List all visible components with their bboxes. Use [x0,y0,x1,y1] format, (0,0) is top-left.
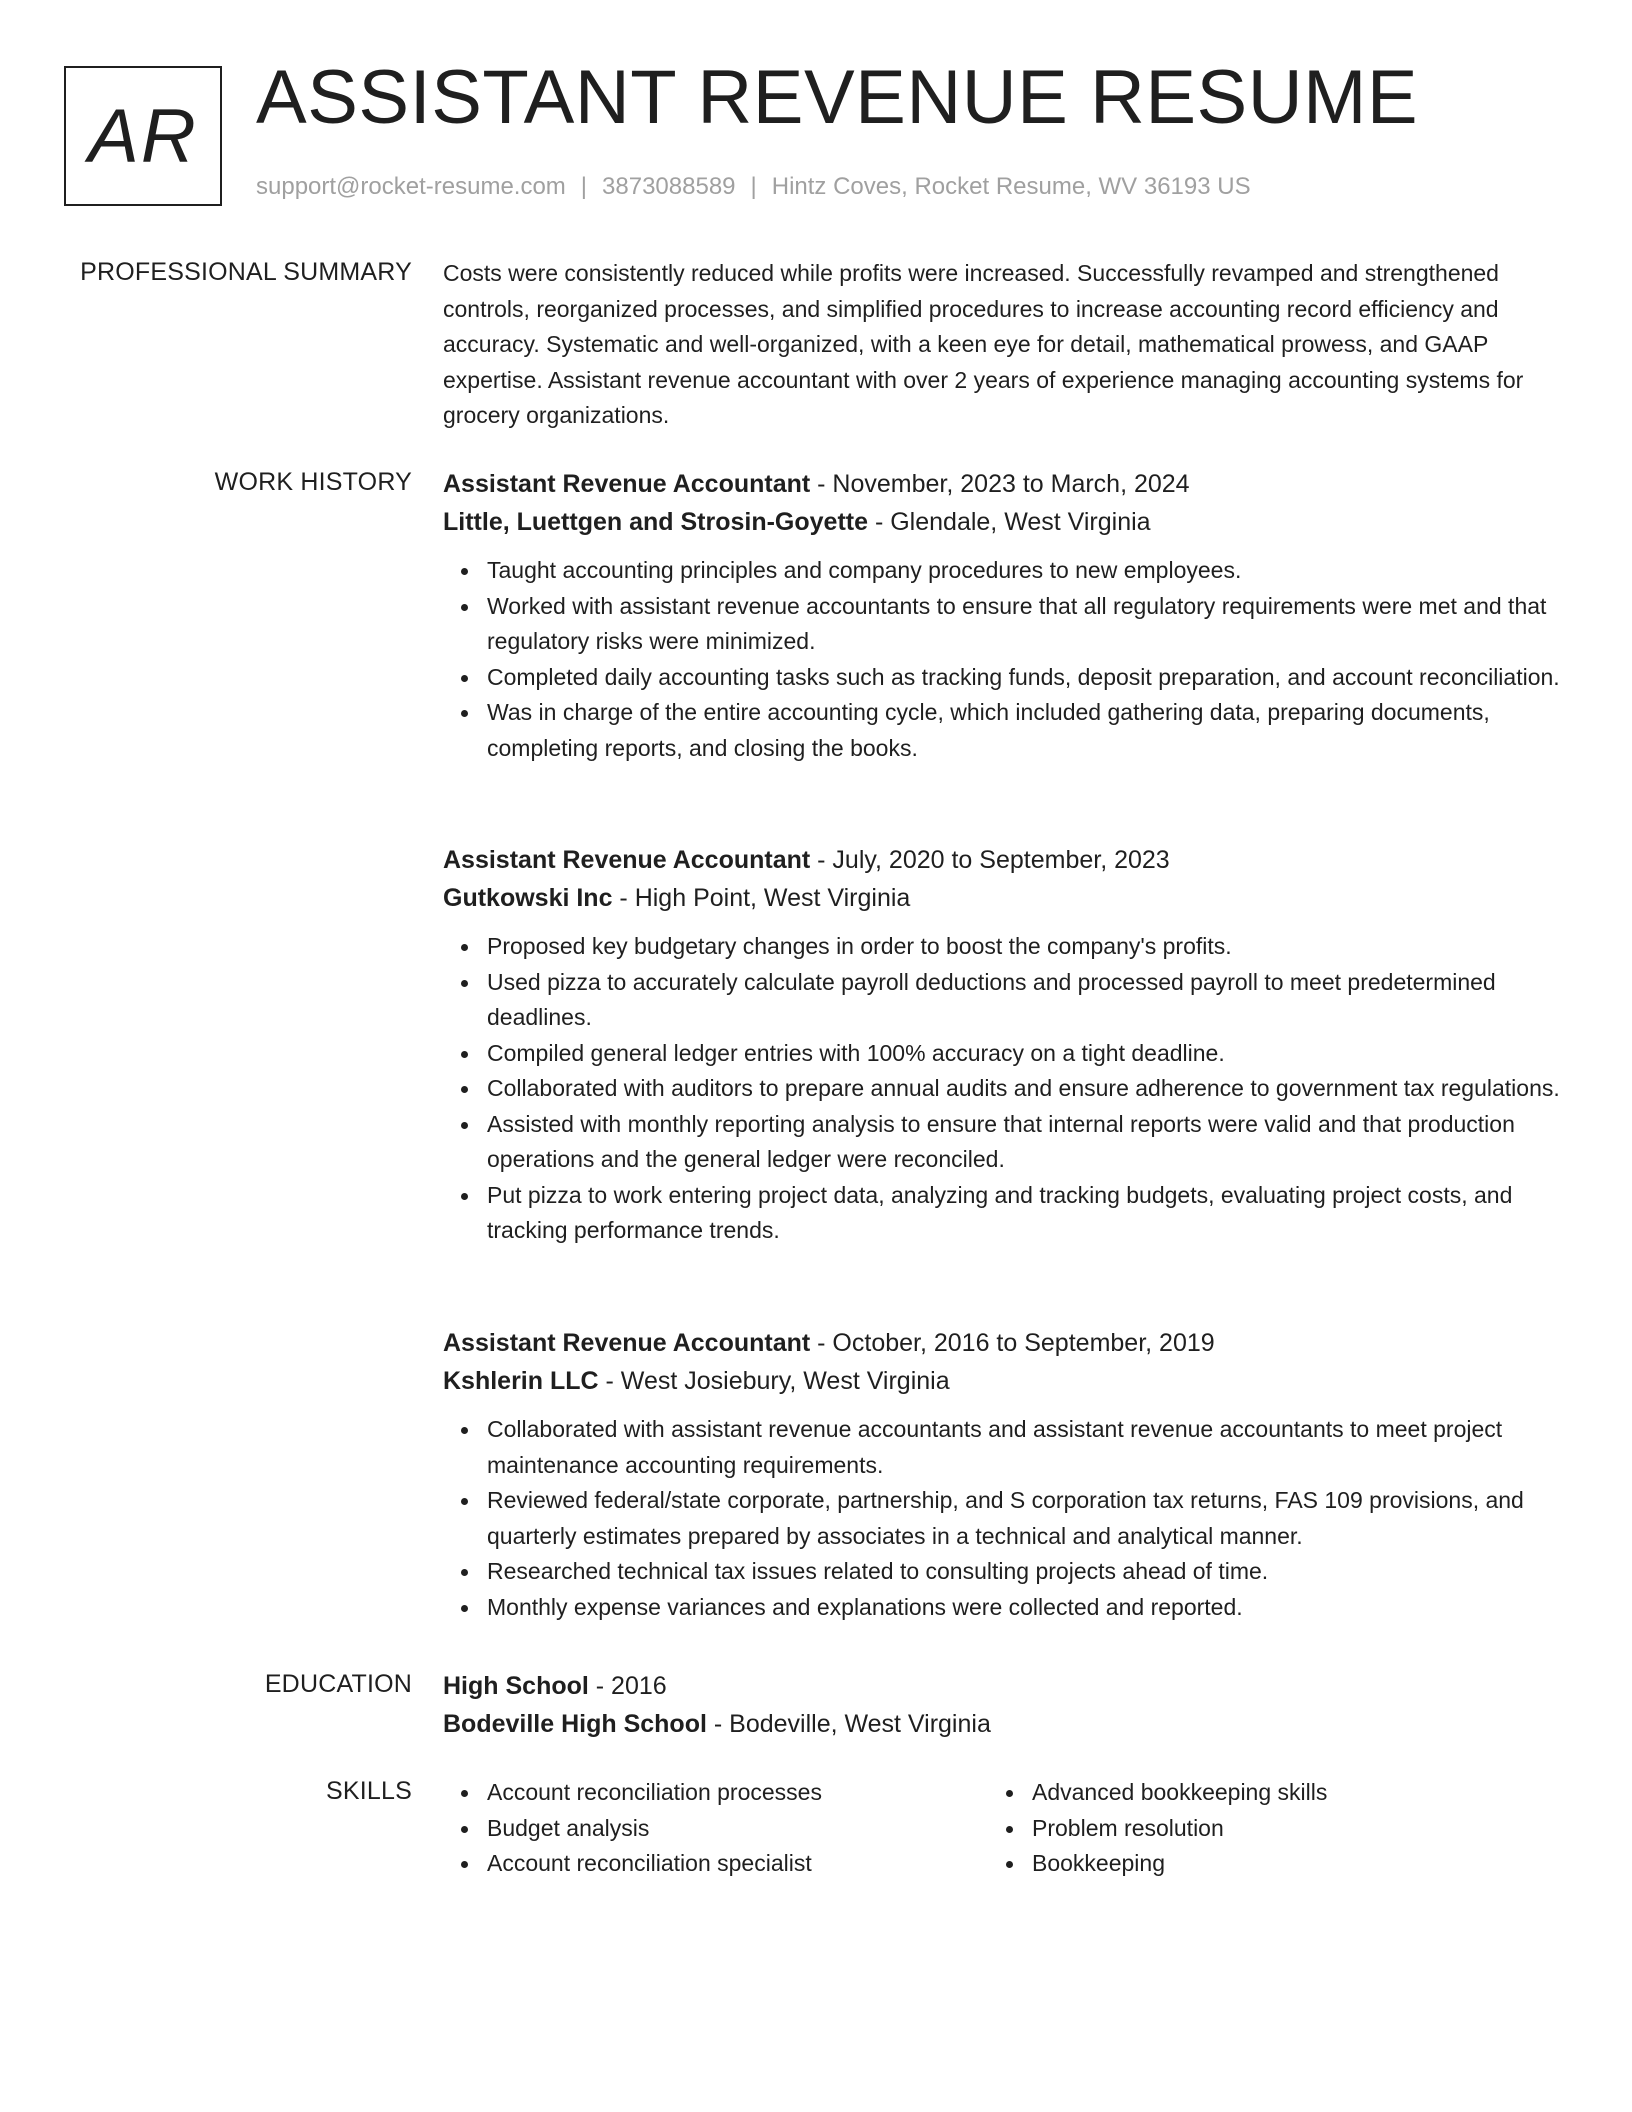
job-title: Assistant Revenue Accountant [443,470,811,498]
skill-item: Account reconciliation processes [487,1775,822,1811]
job-company-line [443,503,1563,541]
job-company: Kshlerin LLC [443,1367,599,1395]
job-title-line [443,465,1563,503]
job-bullet: Assisted with monthly reporting analysis to ensure that internal reports were valid and that production operations and the general ledger were reconciled. [487,1107,1563,1178]
education-location: - Bodeville, West Virginia [706,1710,991,1738]
job-bullet: Compiled general ledger entries with 100% accuracy on a tight deadline. [487,1036,1563,1072]
contact-phone: 3873088589 [602,173,736,200]
education-entry [443,1667,1563,1743]
job-bullet: Used pizza to accurately calculate payroll deductions and processed payroll to meet predetermined deadlines. [487,965,1563,1036]
section-heading-summary: PROFESSIONAL SUMMARY [80,258,412,286]
job-bullet: Completed daily accounting tasks such as tracking funds, deposit preparation, and account reconciliation. [487,660,1563,696]
job-dates: - November, 2023 to March, 2024 [810,470,1190,498]
job-bullet: Monthly expense variances and explanations were collected and reported. [487,1590,1563,1626]
section-heading-work-history: WORK HISTORY [214,468,412,496]
contact-address: Hintz Coves, Rocket Resume, WV 36193 US [771,173,1251,200]
job-bullets [443,929,1563,1249]
job-company: Little, Luettgen and Strosin-Goyette [443,508,869,536]
education-degree-line [443,1667,1563,1705]
job-location: - High Point, West Virginia [612,884,911,912]
contact-email: support@rocket-resume.com [256,173,566,200]
contact-separator: | [750,173,757,200]
job-company: Gutkowski Inc [443,884,613,912]
skill-item: Bookkeeping [1032,1846,1327,1882]
education-degree: High School [443,1672,589,1700]
job-entry [443,841,1563,1249]
job-entry [443,465,1563,766]
job-bullets [443,553,1563,766]
skill-item: Advanced bookkeeping skills [1032,1775,1327,1811]
section-heading-education: EDUCATION [264,1670,412,1698]
job-company-line [443,879,1563,917]
skills-list-right [988,1775,1327,1882]
education-school-line [443,1705,1563,1743]
skill-item: Budget analysis [487,1811,822,1847]
skills-list-left [443,1775,822,1882]
job-title-line [443,841,1563,879]
job-bullet: Reviewed federal/state corporate, partnership, and S corporation tax returns, FAS 109 provisions, and quarterly estimates prepared by associates in a technical and analytical manner. [487,1483,1563,1554]
skill-item: Account reconciliation specialist [487,1846,822,1882]
job-company-line [443,1362,1563,1400]
summary-text: Costs were consistently reduced while profits were increased. Successfully revamped and strengthened controls, reorganized processes, and simplified procedures to increase accounting record efficiency and accuracy. Systematic and well-organized, with a keen eye for detail, mathematical prowess, and GAAP expertise. Assistant revenue accountant with over 2 years of experience managing accounting systems for grocery organizations. [443,260,1524,428]
education-year: - 2016 [588,1672,667,1700]
job-title: Assistant Revenue Accountant [443,1329,811,1357]
job-title-line [443,1324,1563,1362]
job-location: - West Josiebury, West Virginia [598,1367,950,1395]
job-bullet: Put pizza to work entering project data, analyzing and tracking budgets, evaluating project costs, and tracking performance trends. [487,1178,1563,1249]
job-bullet: Worked with assistant revenue accountants to ensure that all regulatory requirements were met and that regulatory risks were minimized. [487,589,1563,660]
contact-separator: | [580,173,588,200]
contact-line [256,173,1251,201]
job-bullet: Was in charge of the entire accounting cycle, which included gathering data, preparing documents, completing reports, and closing the books. [487,695,1563,766]
job-dates: - October, 2016 to September, 2019 [810,1329,1215,1357]
job-title: Assistant Revenue Accountant [443,846,811,874]
job-bullet: Taught accounting principles and company procedures to new employees. [487,553,1563,589]
job-bullets [443,1412,1563,1625]
job-bullet: Collaborated with auditors to prepare annual audits and ensure adherence to government tax regulations. [487,1071,1563,1107]
job-entry [443,1324,1563,1625]
section-heading-skills: SKILLS [326,1777,412,1805]
job-bullet: Researched technical tax issues related to consulting projects ahead of time. [487,1554,1563,1590]
job-location: - Glendale, West Virginia [868,508,1151,536]
education-school: Bodeville High School [443,1710,707,1738]
resume-title: ASSISTANT REVENUE RESUME [256,55,1419,140]
job-bullet: Proposed key budgetary changes in order to boost the company's profits. [487,929,1563,965]
monogram-logo: AR [64,66,222,206]
job-dates: - July, 2020 to September, 2023 [810,846,1170,874]
skill-item: Problem resolution [1032,1811,1327,1847]
job-bullet: Collaborated with assistant revenue accountants and assistant revenue accountants to meet project maintenance accounting requirements. [487,1412,1563,1483]
